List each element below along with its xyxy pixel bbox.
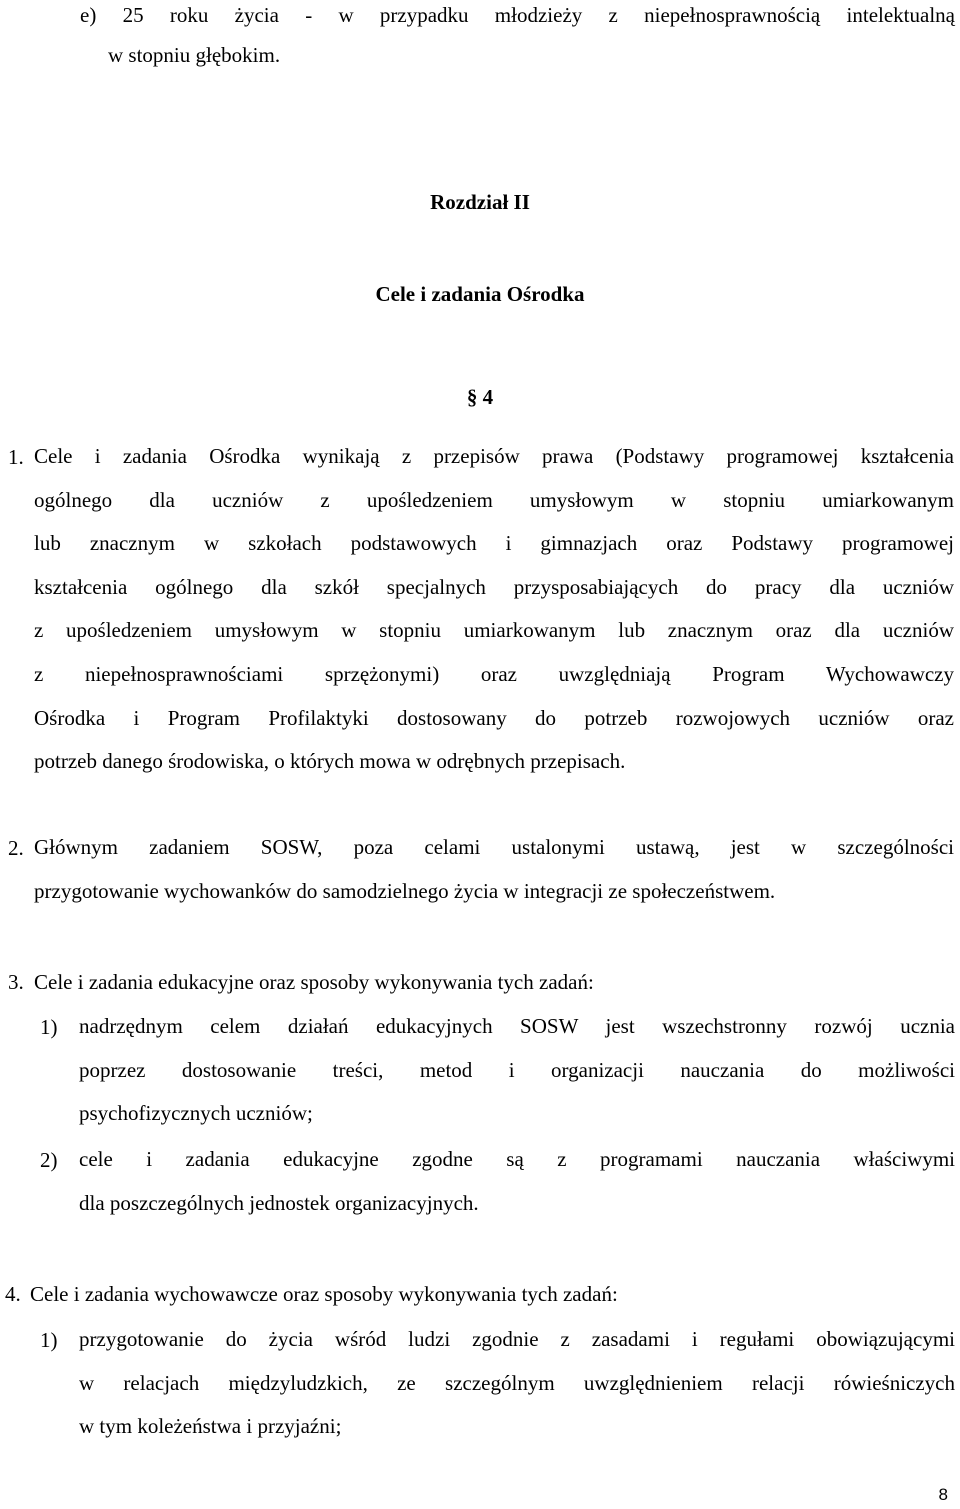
paragraph-1-line: ogólnego dla uczniów z upośledzeniem umysłowym w stopniu umiarkowanym — [34, 487, 954, 512]
chapter-title: Rozdział II — [430, 190, 530, 214]
paragraph-3-item-1-number: 1) — [40, 1015, 58, 1039]
paragraph-1-line: Cele i zadania Ośrodka wynikają z przepisów prawa (Podstawy programowej kształcenia — [34, 444, 954, 468]
paragraph-4-intro: Cele i zadania wychowawcze oraz sposoby wykonywania tych zadań: — [30, 1282, 618, 1306]
paragraph-1-line: z niepełnosprawnościami sprzężonymi) oraz uwzględniają Program Wychowawczy — [34, 661, 954, 686]
paragraph-3-item-2 — [79, 1138, 955, 1225]
paragraph-1-line: z upośledzeniem umysłowym w stopniu umiarkowanym lub znacznym oraz dla uczniów — [34, 618, 954, 643]
page-number: 8 — [938, 1485, 948, 1504]
list-item-line: poprzez dostosowanie treści, metod i organizacji nauczania do możliwości — [79, 1057, 955, 1082]
list-item-e-line1: e) 25 roku życia - w przypadku młodzieży z niepełnosprawnością intelektualną — [80, 3, 955, 27]
paragraph-3-number: 3. — [8, 970, 24, 994]
paragraph-1-line: potrzeb danego środowiska, o których mowa w odrębnych przepisach. — [34, 749, 626, 774]
section-number: § 4 — [466, 385, 494, 409]
paragraph-1-line: lub znacznym w szkołach podstawowych i gimnazjach oraz Podstawy programowej — [34, 531, 954, 556]
paragraph-2-number: 2. — [8, 836, 24, 860]
paragraph-3-item-1 — [79, 1005, 955, 1136]
paragraph-1-line: Ośrodka i Program Profilaktyki dostosowany do potrzeb rozwojowych uczniów oraz — [34, 705, 954, 730]
paragraph-1-line: kształcenia ogólnego dla szkół specjalnych przysposabiających do pracy dla uczniów — [34, 574, 954, 599]
paragraph-3-item-2-number: 2) — [40, 1148, 58, 1172]
list-item-line: w tym koleżeństwa i przyjaźni; — [79, 1414, 342, 1439]
paragraph-4-item-1-number: 1) — [40, 1328, 58, 1352]
paragraph-1 — [34, 435, 954, 784]
paragraph-1-number: 1. — [8, 445, 24, 469]
paragraph-4-item-1 — [79, 1318, 955, 1449]
paragraph-3-intro: Cele i zadania edukacyjne oraz sposoby wykonywania tych zadań: — [34, 970, 594, 994]
list-item-e-line2: w stopniu głębokim. — [108, 43, 281, 67]
chapter-subtitle: Cele i zadania Ośrodka — [375, 282, 585, 306]
paragraph-2-line: przygotowanie wychowanków do samodzielnego życia w integracji ze społeczeństwem. — [34, 878, 776, 903]
paragraph-4-number: 4. — [5, 1282, 21, 1306]
list-item-line: nadrzędnym celem działań edukacyjnych SOSW jest wszechstronny rozwój ucznia — [79, 1014, 955, 1038]
list-item-line: przygotowanie do życia wśród ludzi zgodnie z zasadami i regułami obowiązującymi — [79, 1327, 955, 1351]
paragraph-2-line: Głównym zadaniem SOSW, poza celami ustalonymi ustawą, jest w szczególności — [34, 835, 954, 859]
list-item-line: dla poszczególnych jednostek organizacyjnych. — [79, 1190, 479, 1215]
list-item-line: psychofizycznych uczniów; — [79, 1101, 313, 1126]
list-item-line: w relacjach międzyludzkich, ze szczególnym uwzględnieniem relacji rówieśniczych — [79, 1370, 955, 1395]
paragraph-2 — [34, 826, 954, 913]
list-item-line: cele i zadania edukacyjne zgodne są z programami nauczania właściwymi — [79, 1147, 955, 1171]
